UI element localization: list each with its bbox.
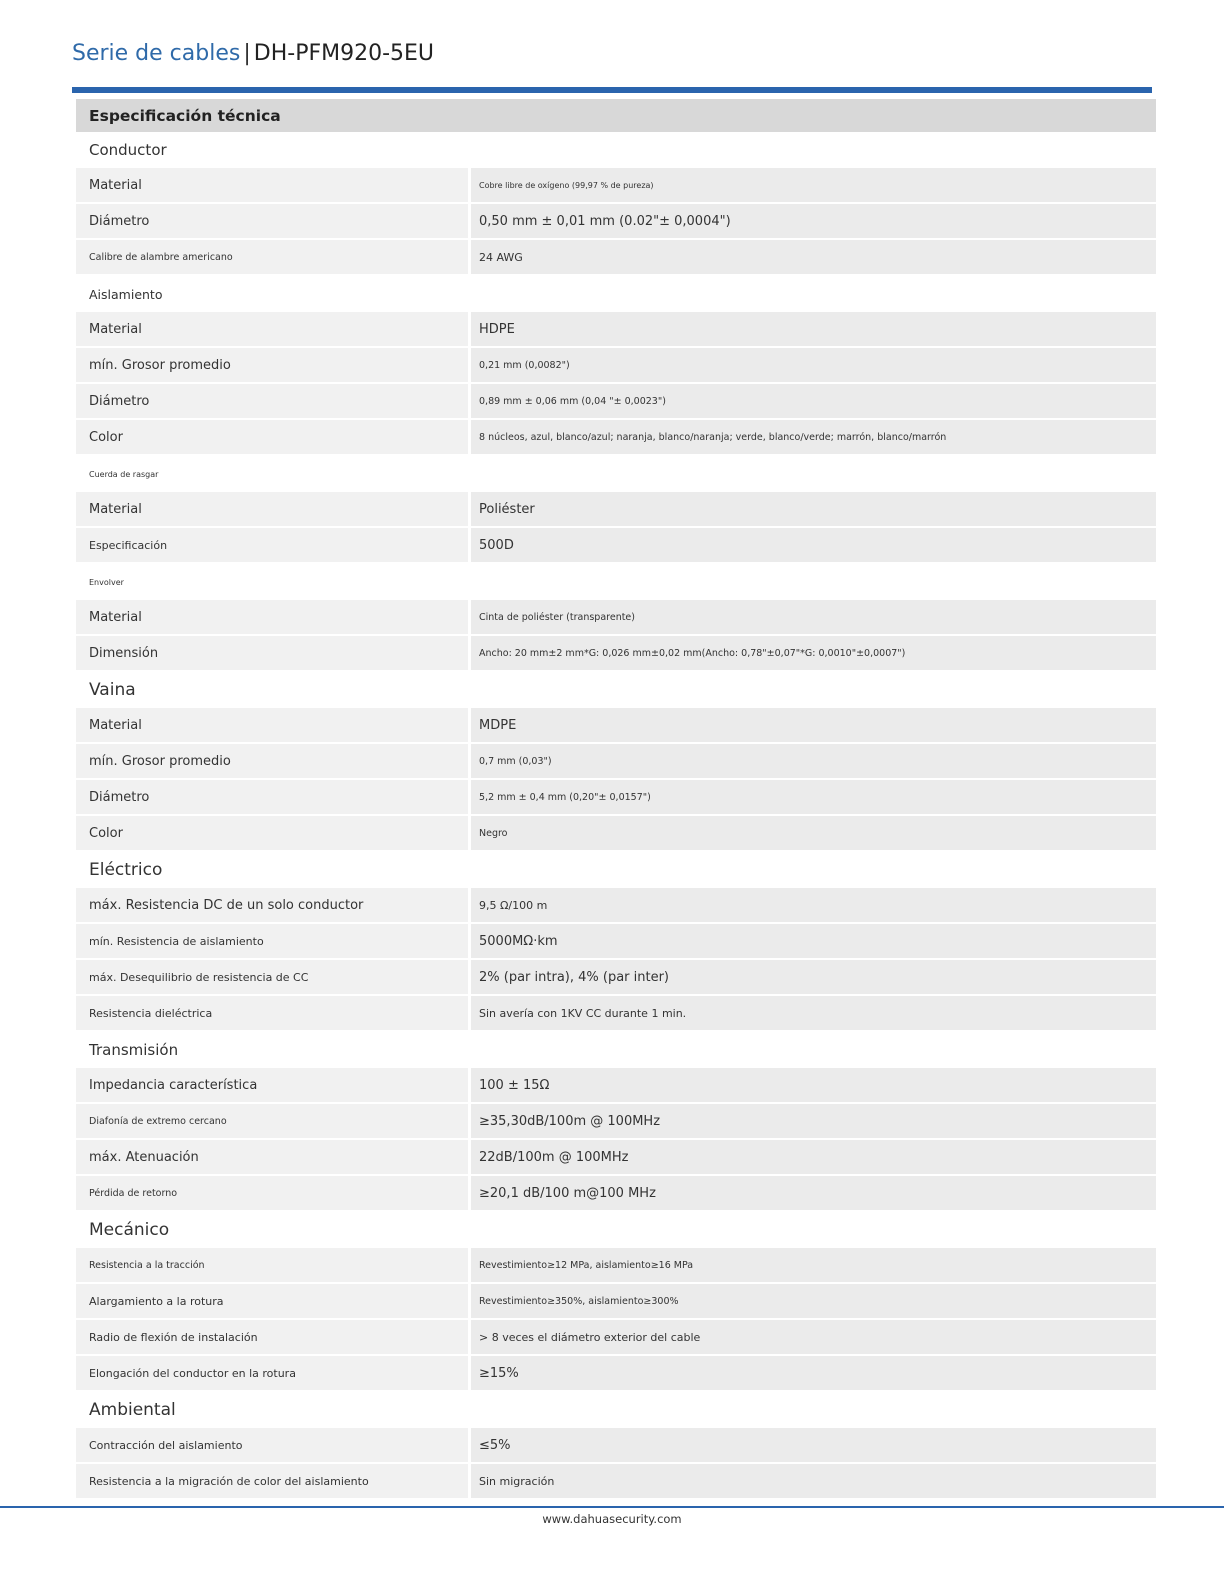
row-value: ≥15% <box>471 1356 1156 1390</box>
table-row <box>76 816 1156 852</box>
row-value: > 8 veces el diámetro exterior del cable <box>471 1320 1156 1354</box>
spec-table-title: Especificación técnica <box>76 99 1156 132</box>
table-row <box>76 600 1156 636</box>
section-title: Ambiental <box>89 1400 176 1420</box>
section-title: Conductor <box>89 141 167 159</box>
footer-website-link[interactable]: www.dahuasecurity.com <box>542 1512 682 1526</box>
row-value: 0,50 mm ± 0,01 mm (0.02"± 0,0004") <box>471 204 1156 238</box>
table-row <box>76 1104 1156 1140</box>
row-label: Diafonía de extremo cercano <box>76 1104 468 1138</box>
table-row <box>76 708 1156 744</box>
row-label: mín. Grosor promedio <box>76 348 468 382</box>
table-row <box>76 888 1156 924</box>
table-row <box>76 1140 1156 1176</box>
header-divider <box>72 87 1152 93</box>
section-title: Envolver <box>89 577 124 587</box>
row-label: Material <box>76 492 468 526</box>
row-label: Radio de flexión de instalación <box>76 1320 468 1354</box>
row-value: Revestimiento≥12 MPa, aislamiento≥16 MPa <box>471 1248 1156 1282</box>
row-value: 5000MΩ·km <box>471 924 1156 958</box>
row-value: ≥35,30dB/100m @ 100MHz <box>471 1104 1156 1138</box>
table-row <box>76 1356 1156 1392</box>
row-value: 0,21 mm (0,0082") <box>471 348 1156 382</box>
row-value: 0,7 mm (0,03") <box>471 744 1156 778</box>
row-value: Revestimiento≥350%, aislamiento≥300% <box>471 1284 1156 1318</box>
model-number: DH-PFM920-5EU <box>253 41 435 66</box>
table-row <box>76 204 1156 240</box>
row-label: máx. Resistencia DC de un solo conductor <box>76 888 468 922</box>
row-value: MDPE <box>471 708 1156 742</box>
row-label: Alargamiento a la rotura <box>76 1284 468 1318</box>
row-label: Diámetro <box>76 204 468 238</box>
row-label: máx. Atenuación <box>76 1140 468 1174</box>
table-row <box>76 348 1156 384</box>
table-row <box>76 1284 1156 1320</box>
row-label: Especificación <box>76 528 468 562</box>
row-value: 2% (par intra), 4% (par inter) <box>471 960 1156 994</box>
table-row <box>76 960 1156 996</box>
row-value: 8 núcleos, azul, blanco/azul; naranja, blanco/naranja; verde, blanco/verde; marrón, blanco/marrón <box>471 420 1156 454</box>
row-value: 9,5 Ω/100 m <box>471 888 1156 922</box>
row-label: Pérdida de retorno <box>76 1176 468 1210</box>
page-header <box>72 38 434 70</box>
row-value: ≥20,1 dB/100 m@100 MHz <box>471 1176 1156 1210</box>
spec-table <box>76 99 1156 1500</box>
row-value: Poliéster <box>471 492 1156 526</box>
row-label: Resistencia a la tracción <box>76 1248 468 1282</box>
row-value: Negro <box>471 816 1156 850</box>
table-row <box>76 168 1156 204</box>
row-label: Resistencia a la migración de color del aislamiento <box>76 1464 468 1498</box>
row-value: 22dB/100m @ 100MHz <box>471 1140 1156 1174</box>
row-value: Sin migración <box>471 1464 1156 1498</box>
section-title: Mecánico <box>89 1220 170 1240</box>
row-value: Ancho: 20 mm±2 mm*G: 0,026 mm±0,02 mm(Ancho: 0,78"±0,07"*G: 0,0010"±0,0007") <box>471 636 1156 670</box>
row-label: Impedancia característica <box>76 1068 468 1102</box>
table-row <box>76 1176 1156 1212</box>
row-label: mín. Resistencia de aislamiento <box>76 924 468 958</box>
row-value: ≤5% <box>471 1428 1156 1462</box>
row-value: 100 ± 15Ω <box>471 1068 1156 1102</box>
table-row <box>76 384 1156 420</box>
table-row <box>76 744 1156 780</box>
table-row <box>76 240 1156 276</box>
row-label: Material <box>76 312 468 346</box>
row-label: Dimensión <box>76 636 468 670</box>
row-label: Diámetro <box>76 384 468 418</box>
row-label: máx. Desequilibrio de resistencia de CC <box>76 960 468 994</box>
table-row <box>76 780 1156 816</box>
section-title: Transmisión <box>89 1041 179 1059</box>
table-row <box>76 1464 1156 1500</box>
series-title: Serie de cables <box>72 41 241 66</box>
section-title: Vaina <box>89 680 136 700</box>
row-label: Material <box>76 708 468 742</box>
row-value: 24 AWG <box>471 240 1156 274</box>
row-label: Diámetro <box>76 780 468 814</box>
row-value: Cobre libre de oxígeno (99,97 % de pureza) <box>471 168 1156 202</box>
section-title: Cuerda de rasgar <box>89 469 159 479</box>
table-row <box>76 528 1156 564</box>
table-row <box>76 492 1156 528</box>
footer-divider <box>0 1506 1224 1508</box>
row-value: Sin avería con 1KV CC durante 1 min. <box>471 996 1156 1030</box>
row-value: 500D <box>471 528 1156 562</box>
row-label: mín. Grosor promedio <box>76 744 468 778</box>
row-value: HDPE <box>471 312 1156 346</box>
table-row <box>76 1428 1156 1464</box>
row-label: Material <box>76 600 468 634</box>
table-row <box>76 924 1156 960</box>
section-title: Aislamiento <box>89 286 163 302</box>
row-label: Calibre de alambre americano <box>76 240 468 274</box>
header-separator: | <box>243 41 251 66</box>
row-label: Elongación del conductor en la rotura <box>76 1356 468 1390</box>
table-row <box>76 1068 1156 1104</box>
row-value: Cinta de poliéster (transparente) <box>471 600 1156 634</box>
table-row <box>76 312 1156 348</box>
section-title: Eléctrico <box>89 860 163 880</box>
row-value: 0,89 mm ± 0,06 mm (0,04 "± 0,0023") <box>471 384 1156 418</box>
table-row <box>76 1320 1156 1356</box>
table-row <box>76 420 1156 456</box>
table-row <box>76 1248 1156 1284</box>
row-label: Contracción del aislamiento <box>76 1428 468 1462</box>
table-row <box>76 996 1156 1032</box>
row-label: Color <box>76 420 468 454</box>
row-value: 5,2 mm ± 0,4 mm (0,20"± 0,0157") <box>471 780 1156 814</box>
row-label: Resistencia dieléctrica <box>76 996 468 1030</box>
row-label: Material <box>76 168 468 202</box>
row-label: Color <box>76 816 468 850</box>
table-row <box>76 636 1156 672</box>
